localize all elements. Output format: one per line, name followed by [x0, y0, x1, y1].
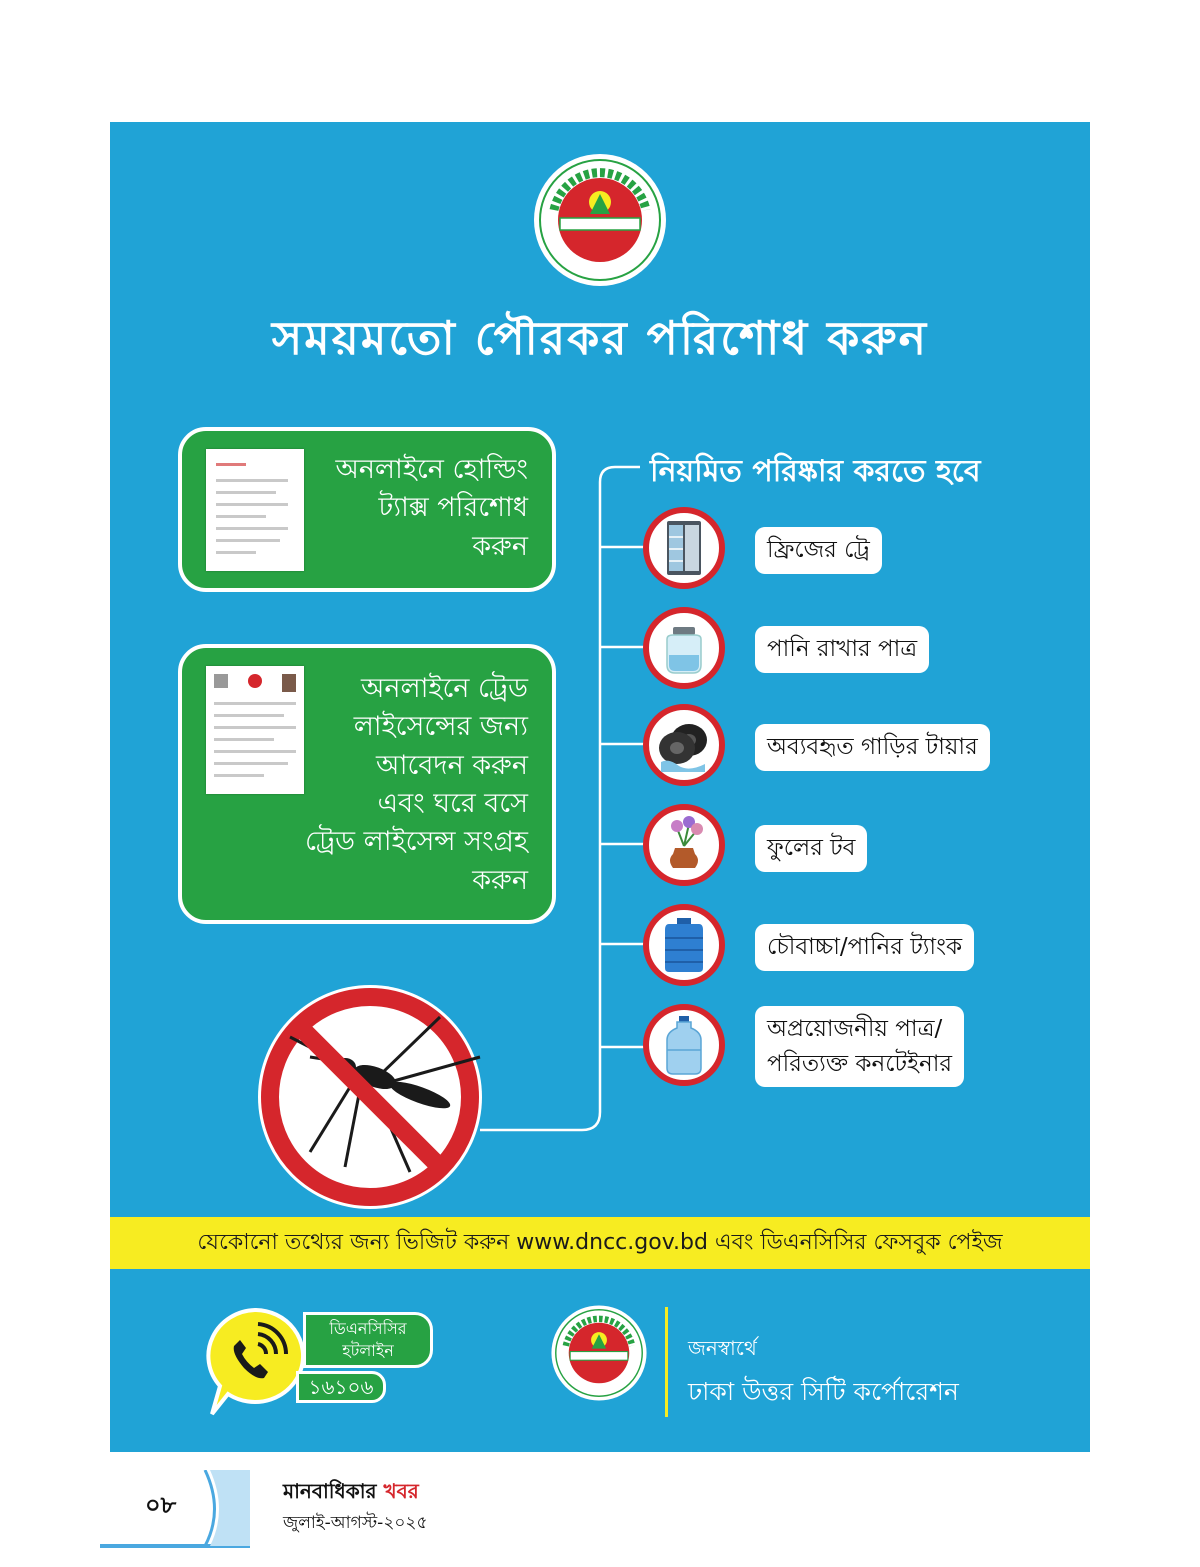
hotline-number: ১৬১০৬: [296, 1371, 386, 1403]
label-unused-tire: অব্যবহৃত গাড়ির টায়ার: [755, 724, 990, 771]
fridge-icon: [643, 507, 725, 589]
hotline-label: ডিএনসিসির হটলাইন: [303, 1312, 433, 1368]
water-tank-icon: [643, 904, 725, 986]
dncc-poster: [110, 122, 1090, 1452]
cleaning-heading: নিয়মিত পরিষ্কার করতে হবে: [650, 454, 981, 489]
page-tab-shape: [100, 1470, 260, 1552]
label-water-tank: চৌবাচ্চা/পানির ট্যাংক: [755, 924, 974, 971]
footer-org-name: ঢাকা উত্তর সিটি কর্পোরেশন: [688, 1377, 959, 1406]
water-jar-icon: [643, 607, 725, 689]
water-bottle-icon: [643, 1004, 725, 1086]
footer-divider: [665, 1307, 668, 1417]
trade-license-text: অনলাইনে ট্রেড লাইসেন্সের জন্য আবেদন করুন এবং ঘরে বসে ট্রেড লাইসেন্স সংগ্রহ করুন: [305, 673, 528, 896]
label-unused-container: অপ্রয়োজনীয় পাত্র/ পরিত্যক্ত কনটেইনার: [755, 1006, 964, 1087]
phone-icon: [200, 1302, 312, 1422]
label-flower-pot: ফুলের টব: [755, 825, 867, 872]
page-number: ০৮: [145, 1491, 177, 1519]
dncc-logo-bottom: [550, 1304, 648, 1402]
tire-icon: [643, 704, 725, 786]
no-mosquito-icon: [250, 977, 490, 1217]
label-water-container: পানি রাখার পাত্র: [755, 626, 929, 673]
info-banner: যেকোনো তথ্যের জন্য ভিজিট করুন www.dncc.gov.bd এবং ডিএনসিসির ফেসবুক পেইজ: [110, 1217, 1090, 1269]
footer-public-interest: জনস্বার্থে: [688, 1336, 757, 1360]
holding-tax-text: অনলাইনে হোল্ডিং ট্যাক্স পরিশোধ করুন: [335, 454, 528, 562]
flower-pot-icon: [643, 804, 725, 886]
magazine-name: মানবাধিকার খবর: [283, 1479, 419, 1503]
issue-date: জুলাই-আগস্ট-২০২৫: [283, 1513, 428, 1533]
poster-title: সময়মতো পৌরকর পরিশোধ করুন: [271, 311, 929, 365]
label-fridge-tray: ফ্রিজের ট্রে: [755, 527, 882, 574]
